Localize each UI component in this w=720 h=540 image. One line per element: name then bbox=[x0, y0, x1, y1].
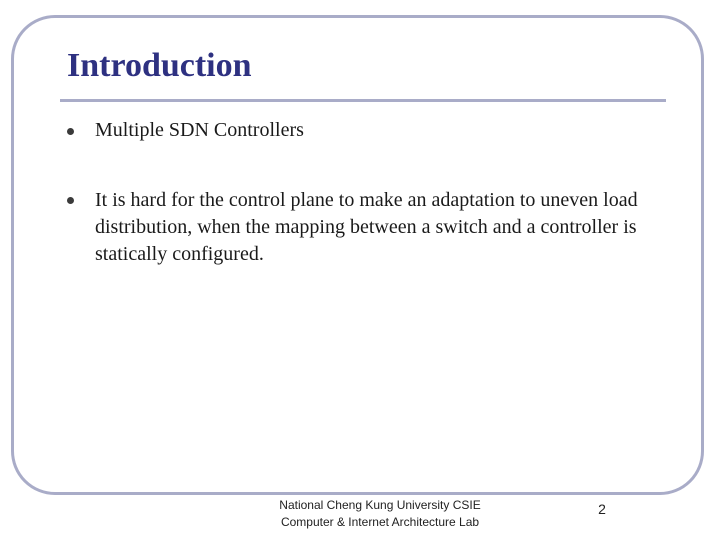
bullet-item: It is hard for the control plane to make an adaptation to uneven load distribution, when the mapping between a switch and a controller is statically configured. bbox=[95, 189, 638, 265]
footer-line-university: National Cheng Kung University CSIE bbox=[279, 498, 481, 512]
bullet-item: Multiple SDN Controllers bbox=[95, 119, 304, 141]
footer-line-lab: Computer & Internet Architecture Lab bbox=[280, 515, 480, 529]
page-number: 2 bbox=[598, 501, 606, 517]
bullet-dot-icon bbox=[67, 197, 74, 204]
slide-footer bbox=[240, 497, 520, 531]
slide-title: Introduction bbox=[67, 47, 252, 84]
bullet-dot-icon bbox=[67, 128, 74, 135]
title-divider bbox=[60, 99, 666, 102]
